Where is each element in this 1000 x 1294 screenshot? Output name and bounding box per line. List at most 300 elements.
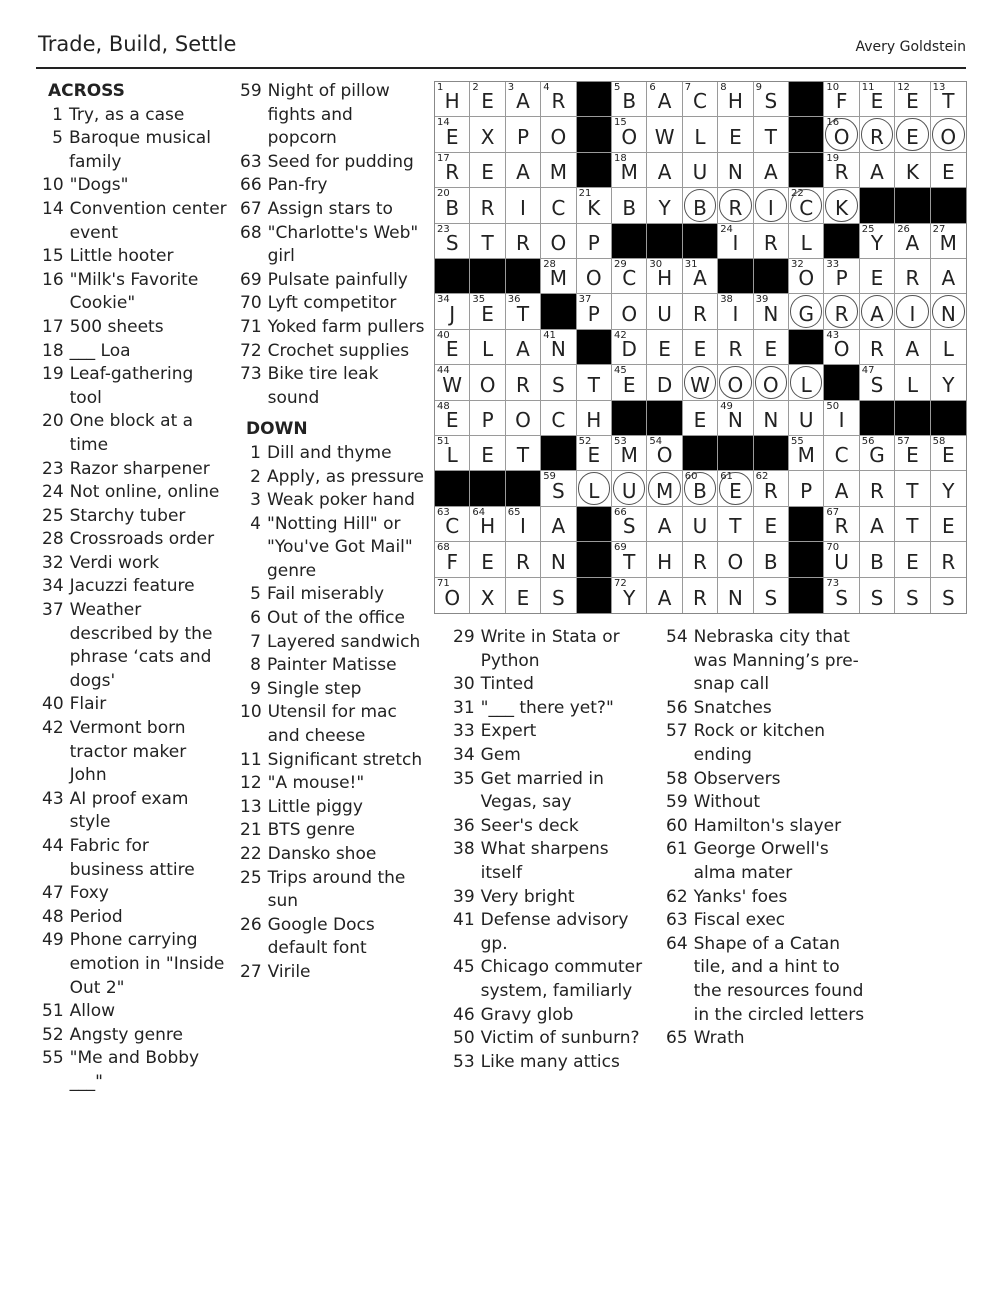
down-clue[interactable] (240, 701, 425, 748)
clue-text: Vermont born tractor maker John (69, 718, 187, 786)
down-clue[interactable] (453, 673, 653, 697)
grid-cell[interactable] (931, 259, 966, 294)
grid-cell[interactable] (435, 542, 470, 577)
grid-cell[interactable] (895, 153, 930, 188)
grid-cell[interactable] (860, 153, 895, 188)
grid-cell[interactable] (824, 578, 859, 613)
grid-cell[interactable] (789, 259, 824, 294)
down-clue[interactable] (666, 838, 866, 885)
across-clue[interactable] (240, 292, 425, 316)
across-clue[interactable] (42, 174, 227, 198)
grid-cell[interactable] (931, 153, 966, 188)
down-clue[interactable] (240, 678, 425, 702)
grid-cell[interactable] (754, 507, 789, 542)
grid-cell[interactable] (824, 436, 859, 471)
down-clue[interactable] (240, 513, 425, 584)
grid-cell[interactable] (612, 188, 647, 223)
grid-cell[interactable] (541, 117, 576, 152)
grid-cell[interactable] (718, 117, 753, 152)
grid-cell[interactable] (718, 507, 753, 542)
grid-cell[interactable] (612, 330, 647, 365)
grid-cell[interactable] (470, 117, 505, 152)
grid-cell[interactable] (754, 294, 789, 329)
grid-cell[interactable] (824, 401, 859, 436)
across-clue[interactable] (240, 80, 425, 151)
grid-block (577, 578, 612, 613)
grid-cell[interactable] (435, 82, 470, 117)
grid-cell[interactable] (612, 259, 647, 294)
grid-cell[interactable] (541, 188, 576, 223)
grid-cell[interactable] (931, 224, 966, 259)
grid-cell[interactable] (541, 365, 576, 400)
grid-cell[interactable] (647, 330, 682, 365)
grid-cell[interactable] (506, 365, 541, 400)
grid-cell[interactable] (541, 507, 576, 542)
grid-cell[interactable] (895, 436, 930, 471)
grid-cell[interactable] (718, 401, 753, 436)
clue-number: 21 (240, 820, 262, 841)
clue-number: 30 (453, 674, 475, 695)
grid-cell[interactable] (683, 82, 718, 117)
down-clue[interactable] (666, 626, 866, 697)
down-clue[interactable] (240, 843, 425, 867)
down-clue[interactable] (240, 489, 425, 513)
grid-cell[interactable] (506, 117, 541, 152)
grid-cell[interactable] (470, 542, 505, 577)
cell-letter: R (870, 337, 884, 362)
grid-cell[interactable] (506, 578, 541, 613)
grid-cell[interactable] (931, 117, 966, 152)
down-clue[interactable] (240, 772, 425, 796)
grid-cell[interactable] (860, 365, 895, 400)
grid-cell[interactable] (612, 153, 647, 188)
across-clue[interactable] (42, 1000, 227, 1024)
grid-cell[interactable] (577, 224, 612, 259)
down-clue[interactable] (453, 1027, 653, 1051)
grid-cell[interactable] (577, 259, 612, 294)
grid-cell[interactable] (541, 578, 576, 613)
down-clue[interactable] (453, 744, 653, 768)
grid-cell[interactable] (506, 436, 541, 471)
across-clue[interactable] (42, 363, 227, 410)
across-clue[interactable] (42, 575, 227, 599)
down-clue[interactable] (666, 815, 866, 839)
grid-cell[interactable] (718, 188, 753, 223)
grid-cell[interactable] (754, 578, 789, 613)
cell-letter: D (621, 337, 637, 362)
grid-cell[interactable] (683, 507, 718, 542)
across-clue[interactable] (240, 269, 425, 293)
grid-cell[interactable] (647, 294, 682, 329)
grid-cell[interactable] (754, 117, 789, 152)
grid-cell[interactable] (860, 294, 895, 329)
grid-cell[interactable] (895, 365, 930, 400)
grid-cell[interactable] (683, 153, 718, 188)
down-clue[interactable] (453, 768, 653, 815)
grid-block (789, 330, 824, 365)
grid-cell[interactable] (435, 330, 470, 365)
grid-cell[interactable] (860, 117, 895, 152)
grid-cell[interactable] (860, 330, 895, 365)
across-clue[interactable] (42, 481, 227, 505)
down-clue[interactable] (666, 886, 866, 910)
grid-cell[interactable] (435, 436, 470, 471)
grid-cell[interactable] (435, 153, 470, 188)
grid-cell[interactable] (824, 507, 859, 542)
grid-cell[interactable] (470, 436, 505, 471)
grid-cell[interactable] (577, 471, 612, 506)
grid-cell[interactable] (612, 578, 647, 613)
grid-cell[interactable] (754, 82, 789, 117)
down-clue[interactable] (240, 466, 425, 490)
grid-cell[interactable] (895, 542, 930, 577)
grid-cell[interactable] (754, 471, 789, 506)
grid-cell[interactable] (754, 188, 789, 223)
across-clue[interactable] (42, 882, 227, 906)
across-clue[interactable] (42, 717, 227, 788)
across-clue[interactable] (42, 835, 227, 882)
cell-letter: R (693, 301, 707, 326)
clue-number: 36 (453, 815, 475, 836)
grid-cell[interactable] (647, 578, 682, 613)
grid-cell[interactable] (541, 401, 576, 436)
grid-cell[interactable] (470, 82, 505, 117)
grid-cell[interactable] (612, 294, 647, 329)
across-clue[interactable] (42, 505, 227, 529)
grid-cell[interactable] (647, 153, 682, 188)
down-clue[interactable] (240, 819, 425, 843)
across-clue[interactable] (42, 245, 227, 269)
grid-cell[interactable] (789, 365, 824, 400)
grid-cell[interactable] (506, 188, 541, 223)
clue-number: 49 (42, 930, 64, 951)
grid-cell[interactable] (824, 259, 859, 294)
cell-letter: E (481, 160, 494, 185)
grid-cell[interactable] (754, 330, 789, 365)
down-clue[interactable] (453, 1004, 653, 1028)
down-clue[interactable] (453, 815, 653, 839)
grid-cell[interactable] (789, 401, 824, 436)
down-clue[interactable] (240, 914, 425, 961)
grid-cell[interactable] (612, 117, 647, 152)
grid-cell[interactable] (541, 224, 576, 259)
across-clue[interactable] (42, 104, 227, 128)
down-clue[interactable] (453, 838, 653, 885)
grid-cell[interactable] (470, 294, 505, 329)
grid-cell[interactable] (541, 259, 576, 294)
grid-cell[interactable] (895, 578, 930, 613)
grid-cell[interactable] (931, 507, 966, 542)
grid-cell[interactable] (754, 542, 789, 577)
clue-text: Little hooter (69, 246, 174, 267)
grid-cell[interactable] (470, 224, 505, 259)
down-clue[interactable] (240, 607, 425, 631)
down-clue[interactable] (453, 909, 653, 956)
cell-letter: R (551, 89, 566, 114)
across-clue[interactable] (42, 410, 227, 457)
grid-cell[interactable] (789, 294, 824, 329)
grid-cell[interactable] (647, 471, 682, 506)
across-clue[interactable] (42, 599, 227, 693)
down-clue[interactable] (666, 768, 866, 792)
grid-cell[interactable] (612, 365, 647, 400)
grid-cell[interactable] (683, 542, 718, 577)
grid-cell[interactable] (435, 365, 470, 400)
grid-cell[interactable] (860, 471, 895, 506)
down-clue[interactable] (666, 1027, 866, 1051)
grid-cell[interactable] (718, 471, 753, 506)
down-clue[interactable] (240, 796, 425, 820)
grid-cell[interactable] (470, 507, 505, 542)
grid-cell[interactable] (470, 153, 505, 188)
grid-block (577, 542, 612, 577)
down-clue[interactable] (240, 749, 425, 773)
grid-cell[interactable] (506, 294, 541, 329)
grid-cell[interactable] (931, 82, 966, 117)
cell-letter: R (941, 549, 956, 574)
across-clue[interactable] (42, 1047, 227, 1094)
grid-cell[interactable] (789, 188, 824, 223)
grid-cell[interactable] (895, 294, 930, 329)
cell-letter: I (767, 195, 774, 220)
grid-cell[interactable] (931, 542, 966, 577)
down-clue[interactable] (453, 886, 653, 910)
grid-cell[interactable] (860, 507, 895, 542)
down-clue[interactable] (453, 956, 653, 1003)
grid-cell[interactable] (541, 330, 576, 365)
grid-cell[interactable] (612, 542, 647, 577)
down-clue[interactable] (240, 631, 425, 655)
grid-cell[interactable] (506, 224, 541, 259)
across-clue[interactable] (240, 198, 425, 222)
grid-cell[interactable] (647, 542, 682, 577)
clue-text: Yoked farm pullers (267, 316, 425, 337)
grid-cell[interactable] (718, 224, 753, 259)
grid-cell[interactable] (506, 542, 541, 577)
grid-cell[interactable] (824, 153, 859, 188)
grid-cell[interactable] (895, 82, 930, 117)
cell-number: 21 (578, 188, 592, 200)
down-clue[interactable] (240, 961, 425, 985)
grid-cell[interactable] (824, 117, 859, 152)
grid-cell[interactable] (577, 294, 612, 329)
grid-cell[interactable] (647, 117, 682, 152)
grid-cell[interactable] (435, 188, 470, 223)
grid-cell[interactable] (683, 188, 718, 223)
cell-letter: G (869, 443, 885, 468)
grid-cell[interactable] (718, 578, 753, 613)
grid-cell[interactable] (612, 436, 647, 471)
down-clue[interactable] (453, 720, 653, 744)
grid-cell[interactable] (647, 259, 682, 294)
across-clue[interactable] (42, 340, 227, 364)
grid-block (789, 117, 824, 152)
down-clue[interactable] (666, 933, 866, 1027)
cell-letter: R (516, 549, 530, 574)
grid-cell[interactable] (860, 82, 895, 117)
crossword-grid[interactable] (434, 81, 967, 614)
grid-cell[interactable] (683, 330, 718, 365)
down-clue[interactable] (240, 442, 425, 466)
grid-cell[interactable] (647, 82, 682, 117)
grid-cell[interactable] (612, 507, 647, 542)
grid-cell[interactable] (789, 436, 824, 471)
grid-cell[interactable] (577, 436, 612, 471)
grid-cell[interactable] (647, 188, 682, 223)
down-clue[interactable] (666, 720, 866, 767)
down-clue-list-cont-2 (666, 626, 866, 1051)
grid-cell[interactable] (860, 542, 895, 577)
across-clue[interactable] (42, 693, 227, 717)
clue-text: Victim of sunburn? (480, 1028, 640, 1049)
grid-cell[interactable] (435, 294, 470, 329)
down-clue[interactable] (240, 583, 425, 607)
grid-cell[interactable] (435, 578, 470, 613)
grid-cell[interactable] (931, 294, 966, 329)
grid-cell[interactable] (931, 436, 966, 471)
grid-cell[interactable] (718, 542, 753, 577)
across-clue[interactable] (240, 151, 425, 175)
grid-cell[interactable] (470, 330, 505, 365)
grid-cell[interactable] (860, 578, 895, 613)
grid-cell[interactable] (895, 224, 930, 259)
across-clue[interactable] (42, 929, 227, 1000)
grid-cell[interactable] (789, 224, 824, 259)
across-clue[interactable] (240, 222, 425, 269)
down-clue[interactable] (666, 697, 866, 721)
grid-cell[interactable] (647, 507, 682, 542)
grid-cell[interactable] (789, 471, 824, 506)
grid-cell[interactable] (470, 578, 505, 613)
grid-cell[interactable] (718, 153, 753, 188)
grid-cell[interactable] (895, 507, 930, 542)
across-clue[interactable] (42, 198, 227, 245)
across-clue[interactable] (42, 127, 227, 174)
grid-cell[interactable] (718, 365, 753, 400)
grid-cell[interactable] (506, 401, 541, 436)
grid-cell[interactable] (718, 82, 753, 117)
grid-cell[interactable] (718, 294, 753, 329)
across-clue[interactable] (42, 528, 227, 552)
down-clue[interactable] (453, 1051, 653, 1075)
grid-cell[interactable] (860, 224, 895, 259)
grid-cell[interactable] (754, 401, 789, 436)
cell-letter: F (835, 89, 848, 114)
clue-text: Dansko shoe (267, 844, 377, 864)
grid-cell[interactable] (683, 578, 718, 613)
grid-cell[interactable] (683, 259, 718, 294)
grid-cell[interactable] (435, 401, 470, 436)
across-clue[interactable] (42, 906, 227, 930)
grid-cell[interactable] (824, 542, 859, 577)
grid-cell[interactable] (435, 117, 470, 152)
grid-cell[interactable] (541, 153, 576, 188)
grid-cell[interactable] (506, 82, 541, 117)
grid-cell[interactable] (931, 330, 966, 365)
grid-cell[interactable] (612, 471, 647, 506)
grid-cell[interactable] (683, 401, 718, 436)
grid-cell[interactable] (754, 224, 789, 259)
grid-cell[interactable] (824, 82, 859, 117)
grid-cell[interactable] (824, 188, 859, 223)
across-clue[interactable] (42, 458, 227, 482)
grid-cell[interactable] (931, 471, 966, 506)
grid-cell[interactable] (470, 365, 505, 400)
grid-cell[interactable] (506, 507, 541, 542)
down-clue[interactable] (453, 697, 653, 721)
across-clue[interactable] (42, 1024, 227, 1048)
grid-cell[interactable] (506, 330, 541, 365)
grid-cell[interactable] (577, 365, 612, 400)
grid-cell[interactable] (541, 471, 576, 506)
cell-number: 26 (897, 223, 910, 235)
grid-cell[interactable] (470, 188, 505, 223)
grid-cell[interactable] (541, 82, 576, 117)
grid-cell[interactable] (612, 82, 647, 117)
grid-cell[interactable] (683, 117, 718, 152)
grid-cell[interactable] (647, 436, 682, 471)
clue-number: 8 (250, 655, 261, 676)
clue-number: 38 (453, 839, 475, 860)
grid-cell[interactable] (718, 330, 753, 365)
across-clue[interactable] (240, 340, 425, 364)
grid-cell[interactable] (754, 365, 789, 400)
grid-cell[interactable] (470, 401, 505, 436)
down-clue[interactable] (453, 626, 653, 673)
grid-cell[interactable] (824, 294, 859, 329)
across-clue[interactable] (42, 788, 227, 835)
down-clue[interactable] (240, 654, 425, 678)
grid-cell[interactable] (931, 578, 966, 613)
grid-cell[interactable] (824, 471, 859, 506)
across-clue[interactable] (240, 316, 425, 340)
grid-cell[interactable] (683, 294, 718, 329)
grid-cell[interactable] (754, 153, 789, 188)
down-clue[interactable] (240, 867, 425, 914)
grid-cell[interactable] (860, 259, 895, 294)
grid-cell[interactable] (577, 401, 612, 436)
grid-cell[interactable] (506, 153, 541, 188)
grid-cell[interactable] (435, 507, 470, 542)
clue-text: Period (69, 906, 123, 927)
across-clue[interactable] (42, 269, 227, 316)
across-clue[interactable] (42, 316, 227, 340)
grid-cell[interactable] (541, 542, 576, 577)
grid-cell[interactable] (895, 471, 930, 506)
grid-cell[interactable] (683, 471, 718, 506)
grid-cell[interactable] (895, 259, 930, 294)
grid-cell[interactable] (435, 224, 470, 259)
grid-cell[interactable] (860, 436, 895, 471)
grid-cell[interactable] (683, 365, 718, 400)
cell-number: 51 (437, 436, 450, 447)
cell-letter: S (870, 586, 884, 610)
grid-cell[interactable] (824, 330, 859, 365)
down-clue[interactable] (666, 791, 866, 815)
cell-number: 59 (543, 471, 556, 483)
grid-cell[interactable] (577, 188, 612, 223)
grid-cell[interactable] (895, 117, 930, 152)
cell-number: 37 (578, 294, 592, 306)
cell-letter: I (520, 195, 526, 220)
across-clue[interactable] (240, 174, 425, 198)
down-clue[interactable] (666, 909, 866, 933)
across-clue[interactable] (240, 363, 425, 410)
grid-cell[interactable] (895, 330, 930, 365)
grid-cell[interactable] (647, 365, 682, 400)
grid-cell[interactable] (931, 365, 966, 400)
across-clue[interactable] (42, 552, 227, 576)
